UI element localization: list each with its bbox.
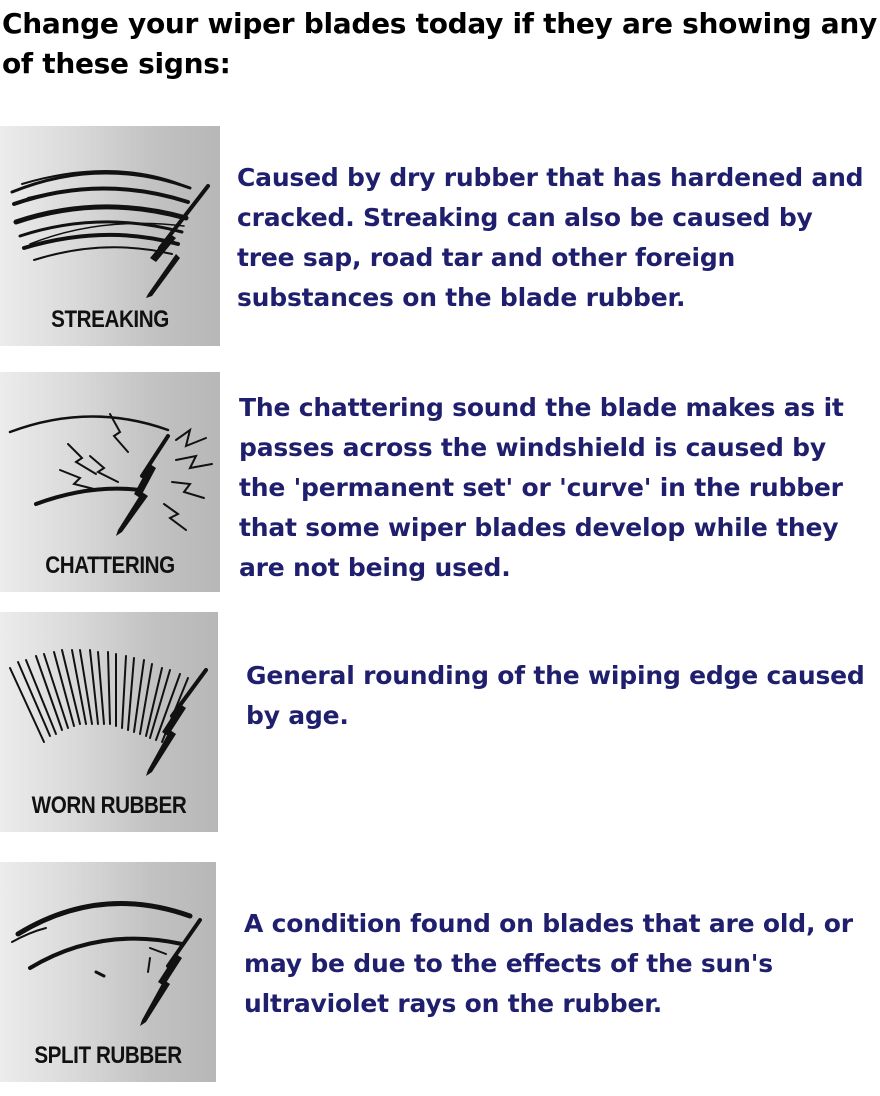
sign-description: Caused by dry rubber that has hardened and cracked. Streaking can also be caused by tree sap, road tar and other foreign substances on the blade rubber. [237, 163, 864, 312]
sign-label: CHATTERING [45, 552, 175, 579]
sign-tile-chattering [0, 372, 220, 592]
page-heading: Change your wiper blades today if they are showing any of these signs: [2, 7, 877, 80]
sign-tile-split-rubber [0, 862, 216, 1082]
sign-description: A condition found on blades that are old, or may be due to the effects of the sun's ultraviolet rays on the rubber. [244, 909, 853, 1018]
sign-description: General rounding of the wiping edge caused by age. [246, 661, 865, 730]
sign-description: The chattering sound the blade makes as it passes across the windshield is caused by the 'permanent set' or 'curve' in the rubber that some wiper blades develop while they are not being used. [239, 393, 844, 582]
sign-label: STREAKING [51, 306, 169, 333]
sign-label: SPLIT RUBBER [34, 1042, 182, 1069]
sign-tile-streaking [0, 126, 220, 346]
sign-tile-worn-rubber [0, 612, 218, 832]
sign-label: WORN RUBBER [31, 792, 187, 819]
